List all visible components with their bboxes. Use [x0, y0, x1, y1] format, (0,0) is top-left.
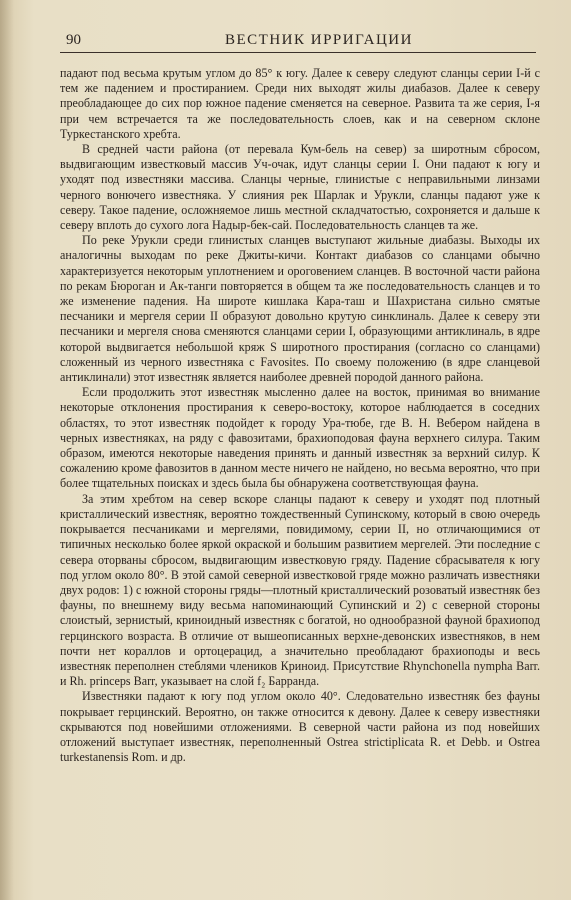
paragraph-4: Если продолжить этот известняк мысленно далее на восток, принимая во внимание некоторые отклонения простирания к северо-востоку, которое наблюдается в соседних областях, то этот известняк подойдет к городу Ура-тюбе, где В. Н. Вебером найдена в черных известняках, на ряду с фавозитами, брахиоподовая фауна верхнего силура. Таким образом, имеются некоторые наведения принять и данный известняк за верхний силур. К сожалению кроме фавозитов в данном месте ничего не найдено, но весьма вероятно, что при более тщательных поисках и здесь была бы обнаружена соответствующая фауна. [60, 385, 540, 491]
page-header [60, 32, 540, 56]
paragraph-2: В средней части района (от перевала Кум-бель на север) за широтным сбросом, выдвигающим известковый массив Уч-очак, идут сланцы серии I. Они падают к югу и уходят под известняки массива. Сланцы черные, глинистые с неправильными линзами черного вонючего известняка. У слияния рек Шарлак и Урукли, сланцы падают уже к северу. Такое падение, осложняемое лишь местной складчатостью, сохроняется и дальше к северу вплоть до сухого лога Надыр-бек-сай. Последовательность сланцев та же. [60, 142, 540, 233]
page-number: 90 [66, 32, 81, 48]
paragraph-3: По реке Урукли среди глинистых сланцев выступают жильные диабазы. Выходы их аналогичны выходам по реке Джиты-кичи. Контакт диабазов со сланцами обычно характеризуется некоторым уплотнением и ороговением сланцев. В восточной части района по рекам Бюроган и Ак-танги повторяется в общем та же последовательность сланцев и то же изменение падения. На широте кишлака Кара-таш и Шахристана сильно смятые песчаники и мергеля серии II образуют довольно крутую синклиналь. Далее к северу эти песчаники и мергеля снова сменяются сланцами серии I, образующими антиклиналь, в ядре которой выдвигается небольшой кряж S широтного простирания (согласно со сланцами) сложенный из черного известняка с Favosites. По своему положению (в ядре сланцевой антиклинали) этот известняк является наиболее древней породой данного района. [60, 233, 540, 385]
running-title: ВЕСТНИК ИРРИГАЦИИ [225, 32, 413, 48]
body-text [60, 66, 540, 765]
page-edge-shadow [0, 0, 14, 900]
paragraph-1: падают под весьма крутым углом до 85° к югу. Далее к северу следуют сланцы серии I-й с тем же падением и простиранием. Среди них выходят жилы диабазов. Далее к северу преобладающее до сих пор южное падение сменяется на северное. Развита та же серия, I-я при чем встречается та же последовательность слоев, как и на северном склоне Туркестанского хребта. [60, 66, 540, 141]
header-rule [60, 52, 536, 53]
paragraph-5: За этим хребтом на север вскоре сланцы падают к северу и уходят под плотный кристаллический известняк, вероятно тождественный Супинскому, который в свою очередь покрывается песчаниками и мергелями, повидимому, серии II, но отличающимися от типичных несколько более яркой окраской и большим развитием мергелей. Эти последние с севера оторваны сбросом, выдвигающим известковую гряду. Падение сбрасывателя к югу под углом около 80°. В этой самой северной известковой гряде можно различать известняки двух родов: 1) с южной стороны гряды—плотный кристаллический розоватый известняк без фауны, по внешнему виду весьма напоминающий Супинский и 2) с северной стороны слоистый, зернистый, криноидный известняк с богатой, но однообразной фауной брахиопод герцинского возраста. В отличие от вышеописанных верхне-девонских известняков, в нем почти нет кораллов и ортоцерацид, а значительно преобладают брахиоподы и весь известняк переполнен стеблями члеников Криноид. Присутствие Rhynchonella nympha Barr. и Rh. princeps Barr, указывает на слой f₂ Барранда. [60, 491, 540, 689]
paragraph-6: Известняки падают к югу под углом около 40°. Следовательно известняк без фауны покрывает герцинский. Вероятно, он также относится к девону. Далее к северу известняки скрываются под новейшими отложениями. В северной части района из под новейших отложений выступает известняк, переполненный Ostrea strictiplicata R. et Debb. и Ostrea turkestanensis Rom. и др. [60, 689, 540, 765]
